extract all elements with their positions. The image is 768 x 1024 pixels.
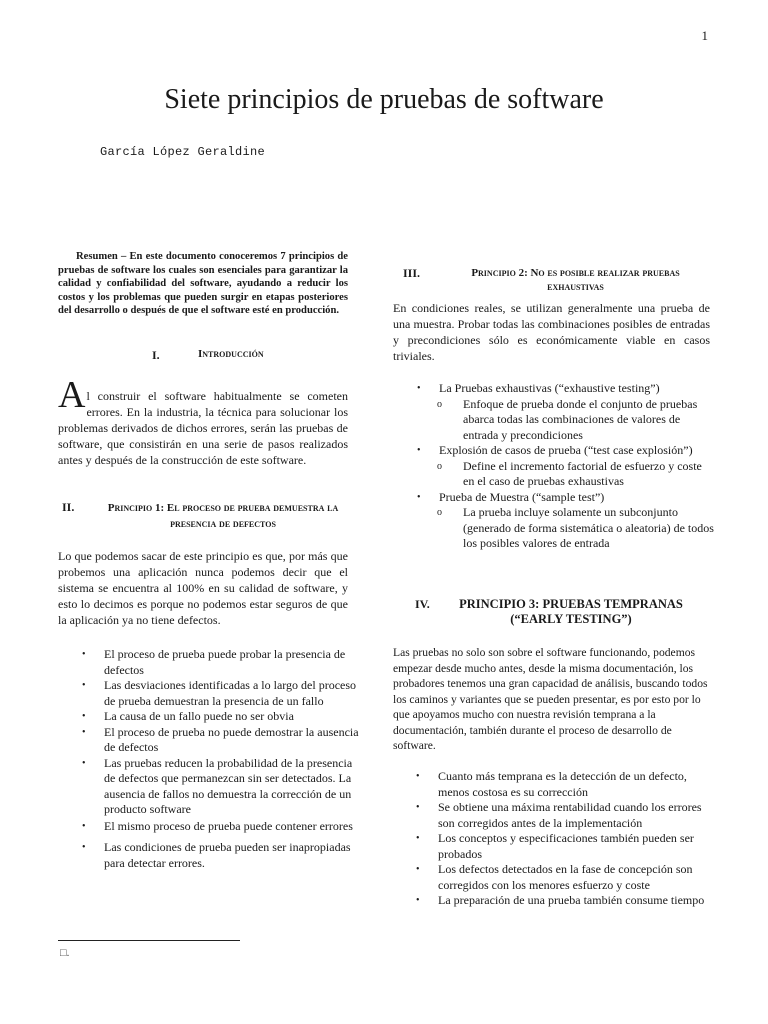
bullet-icon: •: [82, 757, 86, 769]
list-item-text: La causa de un fallo puede no ser obvia: [104, 709, 294, 723]
list-item: [82, 756, 364, 818]
sub-list-item: [417, 459, 715, 490]
list-item-text: Las desviaciones identificadas a lo largo del proceso de prueba demuestran la presencia de un fallo: [104, 678, 357, 708]
section-heading-p3: [393, 597, 710, 629]
footnote-mark: □.: [60, 947, 70, 959]
list-item-text: Explosión de casos de prueba (“test case explosión”): [439, 443, 693, 457]
section-heading-p2: [393, 266, 710, 296]
section-title: Principio 1: El proceso de prueba demuestra la presencia de defectos: [107, 502, 339, 530]
section-number: III.: [403, 266, 421, 280]
sub-bullet-icon: o: [437, 398, 442, 410]
bullet-icon: •: [416, 771, 420, 782]
list-item-text: Las condiciones de prueba pueden ser inapropiadas para detectar errores.: [104, 840, 351, 870]
bullet-icon: •: [416, 802, 420, 813]
sub-bullet-icon: o: [437, 460, 442, 472]
list-item-text: Cuanto más temprana es la detección de un defecto, menos costosa es su corrección: [438, 769, 687, 799]
page-number: 1: [701, 28, 708, 43]
section-number: IV.: [415, 597, 430, 611]
bullet-icon: •: [82, 711, 86, 722]
section-title: PRINCIPIO 3: PRUEBAS TEMPRANAS (“EARLY TESTING”): [459, 597, 683, 626]
sub-list-item: [417, 397, 715, 444]
section-heading-intro: [58, 348, 348, 364]
bullet-icon: •: [82, 820, 86, 832]
author: García López Geraldine: [100, 145, 266, 159]
section-number: II.: [62, 500, 75, 514]
section-number: I.: [152, 348, 160, 362]
sub-list-item-text: La prueba incluye solamente un subconjunto (generado de forma sistemática o aleatoria) de todos los posibles valores de entrada: [463, 505, 714, 550]
bullet-icon: •: [82, 842, 86, 853]
list-item: [82, 819, 364, 835]
list-item-text: Los conceptos y especificaciones también pueden ser probados: [438, 831, 694, 861]
list-item: [82, 678, 364, 709]
sub-list-item-text: Define el incremento factorial de esfuerzo y coste en el caso de pruebas exhaustivas: [463, 458, 702, 488]
list-item-text: Los defectos detectados en la fase de concepción son corregidos con los menores esfuerzo y coste: [438, 862, 693, 892]
bullet-icon: •: [416, 864, 420, 875]
list-item: [414, 769, 714, 800]
list-item-text: La preparación de una prueba también consume tiempo: [438, 893, 705, 907]
bullet-icon: •: [417, 445, 421, 456]
list-item-text: La Pruebas exhaustivas (“exhaustive testing”): [439, 381, 660, 395]
footnote-rule: [58, 940, 240, 941]
list-item: [414, 862, 714, 893]
list-item: [415, 490, 715, 552]
list-item: [82, 840, 364, 871]
list-item-text: Las pruebas reducen la probabilidad de la presencia de defectos que permanezcan sin ser detectados. La ausencia de fallos no demuestra la corrección de un producto software: [104, 755, 353, 816]
p2-body: En condiciones reales, se utilizan generalmente una prueba de una muestra. Probar todas las combinaciones posibles de entradas y precondiciones sólo es económicamente viable en casos triviales.: [393, 301, 710, 363]
section-heading-p1: [58, 500, 348, 534]
list-item-text: El proceso de prueba puede probar la presencia de defectos: [104, 647, 346, 677]
p1-body: Lo que podemos sacar de este principio es que, por más que probemos una aplicación nunca podemos decir que el sistema se encuentra al 100% en su calidad de software, y esto lo decimos es porque no podemos estar seguros de que la aplicación ya no tiene defectos.: [58, 549, 348, 627]
section-title: Principio 2: No es posible realizar pruebas exhaustivas: [471, 267, 680, 293]
list-item: [414, 800, 714, 831]
paper-title: Siete principios de pruebas de software: [164, 84, 604, 115]
bullet-icon: •: [416, 833, 420, 844]
list-item-text: Prueba de Muestra (“sample test”): [439, 489, 605, 504]
bullet-icon: •: [417, 491, 421, 503]
p1-bullet-list: [82, 647, 364, 871]
p3-body: Las pruebas no solo son sobre el software funcionando, podemos empezar desde mucho antes, desde la misma documentación, los probadores tenemos una gran capacidad de análisis, buscando todos los caminos y variantes que se pueden presentar, es por esto por lo que apoyamos mucho con nuestra revisión temprana a la documentación, también durante el proceso de desarrollo de software.: [393, 646, 708, 752]
bullet-icon: •: [416, 895, 420, 906]
sub-list-item-text: Enfoque de prueba donde el conjunto de pruebas abarca todas las combinaciones de valores de entrada y precondiciones: [463, 396, 698, 442]
section-title: Introducción: [198, 348, 264, 360]
p2-item-list: [415, 381, 715, 552]
list-item-text: El mismo proceso de prueba puede contener errores: [104, 818, 353, 833]
bullet-icon: •: [82, 680, 86, 691]
intro-paragraph: [58, 374, 348, 468]
bullet-icon: •: [82, 726, 86, 738]
drop-cap: A: [58, 374, 86, 416]
list-item: [82, 647, 364, 678]
bullet-icon: •: [82, 649, 86, 660]
list-item: [82, 709, 364, 725]
list-item: [415, 443, 715, 490]
sub-bullet-icon: o: [437, 507, 442, 518]
p3-bullet-list: [414, 769, 714, 909]
sub-list-item: [417, 505, 715, 552]
abstract: Resumen – En este documento conoceremos 7 principios de pruebas de software los cuales son esenciales para garantizar la calidad y confiabilidad del software, ayudando a reducir los costos y los problemas que pueden surgir en etapas posteriores del desarrollo o después de que el software esté en producción.: [58, 251, 348, 316]
list-item: [415, 381, 715, 443]
bullet-icon: •: [417, 383, 421, 394]
intro-body: l construir el software habitualmente se cometen errores. En la industria, la técnica para solucionar los problemas derivados de dichos errores, serán las pruebas de software, que consistirán en una serie de pasos realizados antes y después de la construcción de este software.: [58, 389, 348, 467]
list-item: [414, 831, 714, 862]
list-item: [414, 893, 714, 909]
list-item: [82, 725, 364, 756]
list-item-text: El proceso de prueba no puede demostrar la ausencia de defectos: [104, 724, 359, 754]
list-item-text: Se obtiene una máxima rentabilidad cuando los errores son corregidos antes de la implementación: [438, 800, 702, 830]
